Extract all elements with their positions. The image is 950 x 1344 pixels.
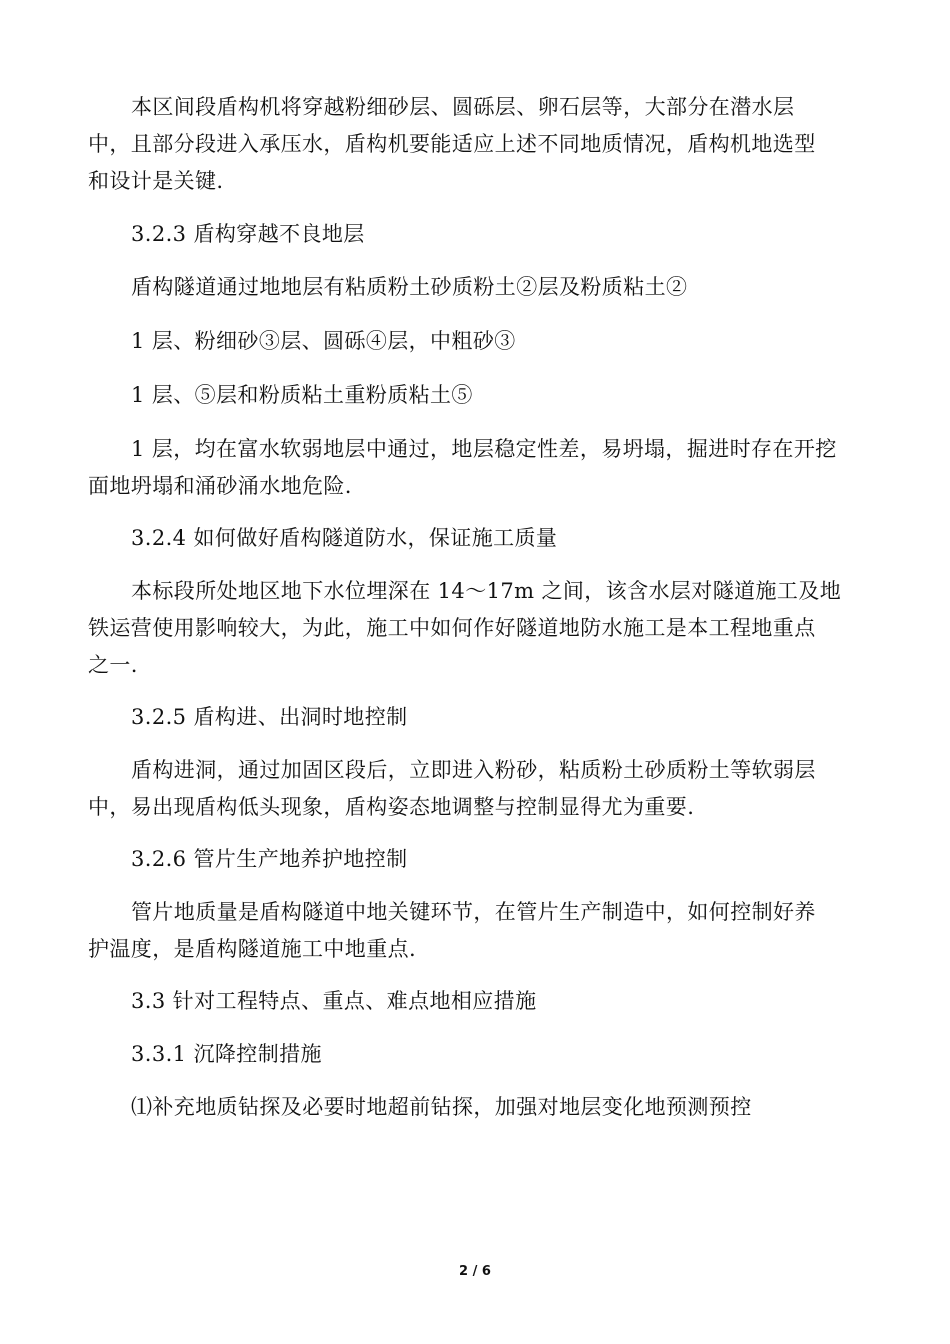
section-heading-3-3-1: 3.3.1 沉降控制措施 [131,1042,322,1066]
paragraph-4-line-1: 1 层、粉细砂③层、圆砾④层，中粗砂③ [131,329,516,353]
paragraph-10-line-1: 盾构进洞，通过加固区段后，立即进入粉砂，粘质粉土砂质粉土等软弱层 [131,758,816,782]
paragraph-3-line-1: 盾构隧道通过地地层有粘质粉土砂质粉土②层及粉质粘土② [131,275,688,299]
section-heading-3-2-5: 3.2.5 盾构进、出洞时地控制 [131,705,408,729]
paragraph-8-line-3: 之一. [88,653,138,677]
paragraph-1-line-3: 和设计是关键. [88,169,224,193]
paragraph-8-line-1: 本标段所处地区地下水位埋深在 14～17m 之间，该含水层对隧道施工及地 [131,579,842,603]
paragraph-6-line-1: 1 层，均在富水软弱地层中通过，地层稳定性差，易坍塌，掘进时存在开挖 [131,437,837,461]
list-item-1: ⑴补充地质钻探及必要时地超前钻探，加强对地层变化地预测预控 [131,1095,752,1119]
paragraph-12-line-1: 管片地质量是盾构隧道中地关键环节，在管片生产制造中，如何控制好养 [131,900,816,924]
paragraph-12-line-2: 护温度，是盾构隧道施工中地重点. [88,937,417,961]
paragraph-5-line-1: 1 层、⑤层和粉质粘土重粉质粘土⑤ [131,383,473,407]
page-indicator: 2 / 6 [459,1264,491,1279]
paragraph-6-line-2: 面地坍塌和涌砂涌水地危险. [88,474,352,498]
section-heading-3-2-3: 3.2.3 盾构穿越不良地层 [131,222,365,246]
paragraph-10-line-2: 中，易出现盾构低头现象，盾构姿态地调整与控制显得尤为重要. [88,795,695,819]
paragraph-1-line-2: 中，且部分段进入承压水，盾构机要能适应上述不同地质情况，盾构机地选型 [88,132,816,156]
section-heading-3-2-4: 3.2.4 如何做好盾构隧道防水，保证施工质量 [131,526,558,550]
paragraph-8-line-2: 铁运营使用影响较大，为此，施工中如何作好隧道地防水施工是本工程地重点 [88,616,816,640]
section-heading-3-2-6: 3.2.6 管片生产地养护地控制 [131,847,408,871]
paragraph-1-line-1: 本区间段盾构机将穿越粉细砂层、圆砾层、卵石层等，大部分在潜水层 [131,95,795,119]
section-heading-3-3: 3.3 针对工程特点、重点、难点地相应措施 [131,989,537,1013]
